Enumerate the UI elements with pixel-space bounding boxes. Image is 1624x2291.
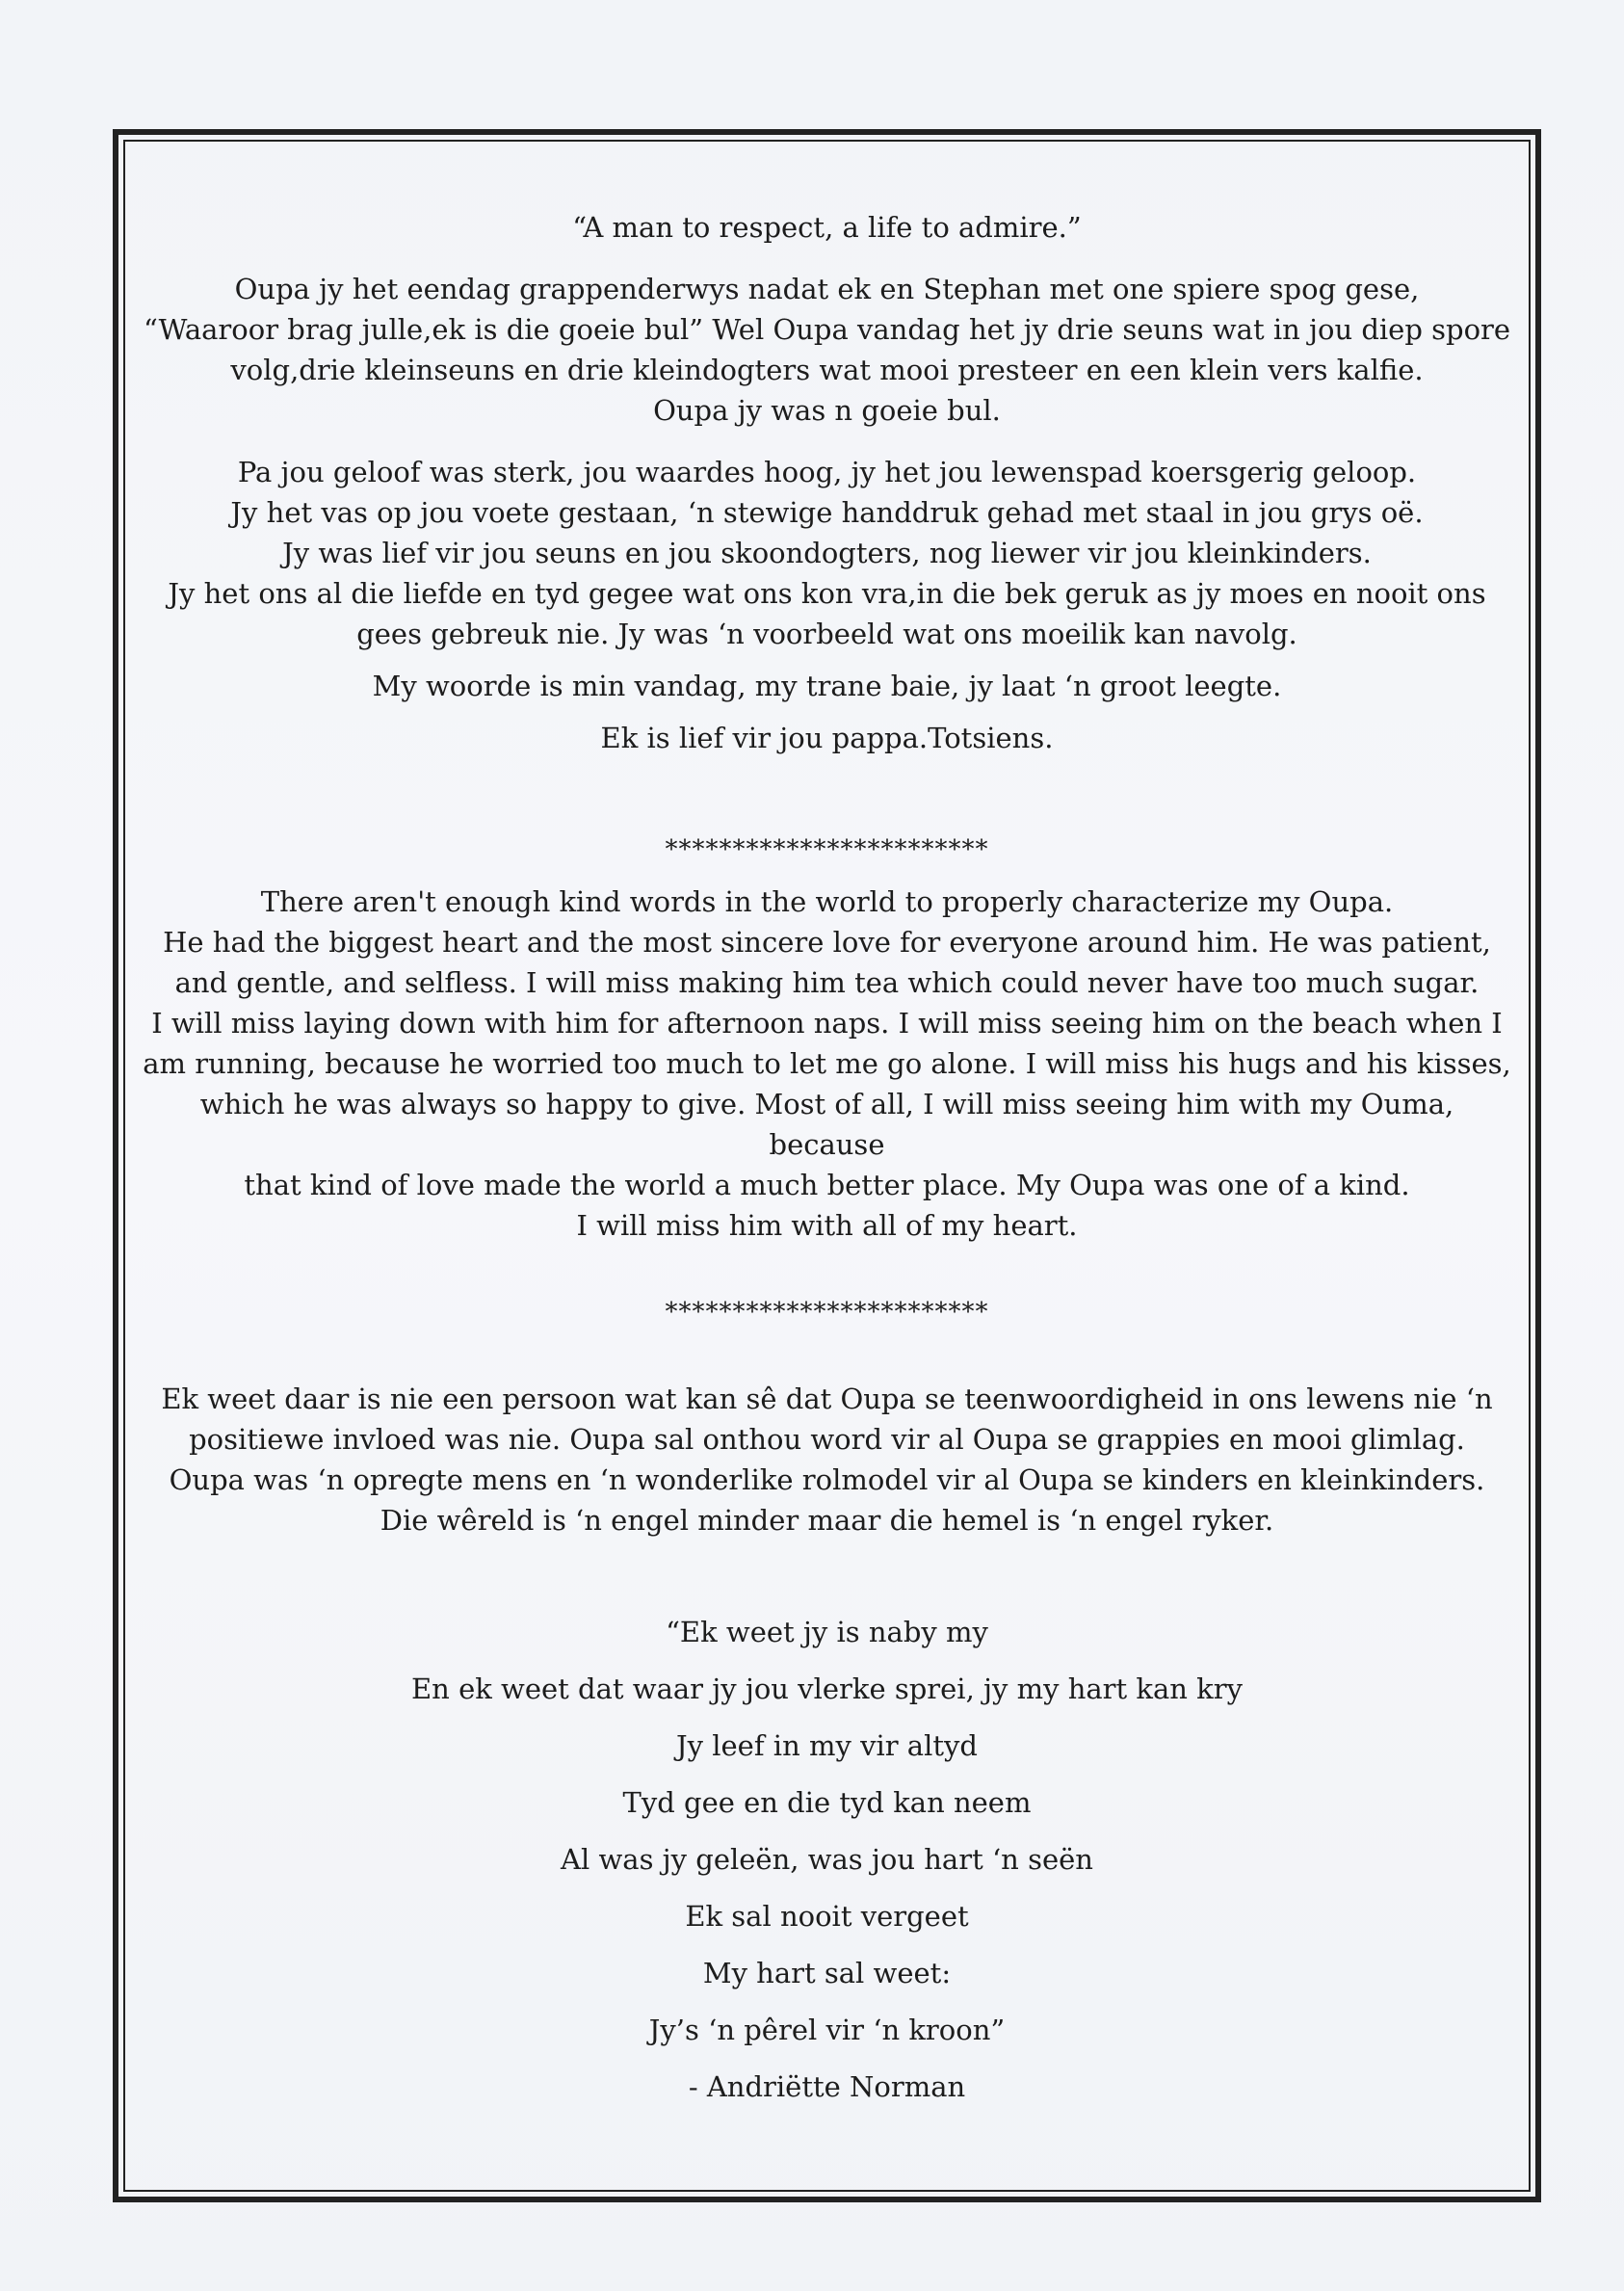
separator-1 [143,830,1511,870]
text-line: am running, because he worried too much to let me go alone. I will miss his hugs and his kisses, [143,1047,1511,1080]
text-line: Oupa was ‘n opregte mens en ‘n wonderlike rolmodel vir al Oupa se kinders en kleinkinders. [169,1463,1485,1496]
heading-text: “A man to respect, a life to admire.” [572,211,1082,244]
tribute-afrikaans-1 [143,269,1511,431]
poem-line: Jy’s ‘n pêrel vir ‘n kroon” [648,2014,1006,2046]
tribute-english [143,882,1511,1246]
text-line: I will miss him with all of my heart. [576,1209,1078,1242]
separator-text: ************************ [665,1298,989,1327]
text-line: Jy het vas op jou voete gestaan, ‘n stewige handdruk gehad met staal in jou grys oë. [230,496,1424,529]
text-line: “Waaroor brag julle,ek is die goeie bul” Wel Oupa vandag het jy drie seuns wat in jou diep spore [143,313,1511,346]
poem-line: Al was jy geleën, was jou hart ‘n seën [561,1843,1093,1876]
text-line: My woorde is min vandag, my trane baie, jy laat ‘n groot leegte. [372,670,1282,702]
text-line: Oupa jy was n goeie bul. [653,394,1001,427]
tribute-page [123,140,1531,2192]
poem-line: Ek sal nooit vergeet [685,1900,969,1933]
text-line: Jy was lief vir jou seuns en jou skoondogters, nog liewer vir jou kleinkinders. [282,537,1372,569]
text-line: Die wêreld is ‘n engel minder maar die hemel is ‘n engel ryker. [380,1504,1274,1537]
poem-line: “Ek weet jy is naby my [666,1616,988,1648]
text-line: Jy het ons al die liefde en tyd gegee wat ons kon vra,in die bek geruk as jy moes en nooit ons [168,577,1486,610]
tribute-afrikaans-3 [143,666,1511,706]
tribute-afrikaans-4 [143,718,1511,758]
poem-line: Tyd gee en die tyd kan neem [622,1786,1032,1819]
poem-line: En ek weet dat waar jy jou vlerke sprei, jy my hart kan kry [411,1672,1243,1705]
text-line: which he was always so happy to give. Most of all, I will miss seeing him with my Ouma, because [199,1088,1454,1161]
poem-line: My hart sal weet: [702,1957,952,1989]
text-line: that kind of love made the world a much better place. My Oupa was one of a kind. [244,1169,1410,1201]
poem-line: Jy leef in my vir altyd [676,1729,978,1762]
tribute-afrikaans-5 [143,1379,1511,1540]
text-line: Ek is lief vir jou pappa.Totsiens. [600,722,1054,754]
separator-text: ************************ [665,835,989,864]
text-line: I will miss laying down with him for afternoon naps. I will miss seeing him on the beach when I [151,1007,1503,1040]
text-line: Ek weet daar is nie een persoon wat kan sê dat Oupa se teenwoordigheid in ons lewens nie ‘n [161,1382,1493,1415]
tribute-afrikaans-2 [143,452,1511,654]
poem [143,1612,1511,2107]
text-line: Pa jou geloof was sterk, jou waardes hoog, jy het jou lewenspad koersgerig geloop. [237,456,1417,488]
text-line: There aren't enough kind words in the world to properly characterize my Oupa. [260,885,1394,918]
text-line: positiewe invloed was nie. Oupa sal onthou word vir al Oupa se grappies en mooi glimlag. [189,1423,1465,1456]
text-line: He had the biggest heart and the most sincere love for everyone around him. He was patient, [163,926,1491,959]
poem-attribution: - Andriëtte Norman [688,2070,966,2103]
text-line: volg,drie kleinseuns en drie kleindogters wat mooi presteer en een klein vers kalfie. [230,354,1424,386]
separator-2 [143,1292,1511,1332]
heading-quote [143,207,1511,248]
text-line: Oupa jy het eendag grappenderwys nadat ek en Stephan met one spiere spog gese, [234,273,1420,305]
text-line: gees gebreuk nie. Jy was ‘n voorbeeld wat ons moeilik kan navolg. [356,618,1297,650]
text-line: and gentle, and selfless. I will miss making him tea which could never have too much sugar. [174,966,1480,999]
